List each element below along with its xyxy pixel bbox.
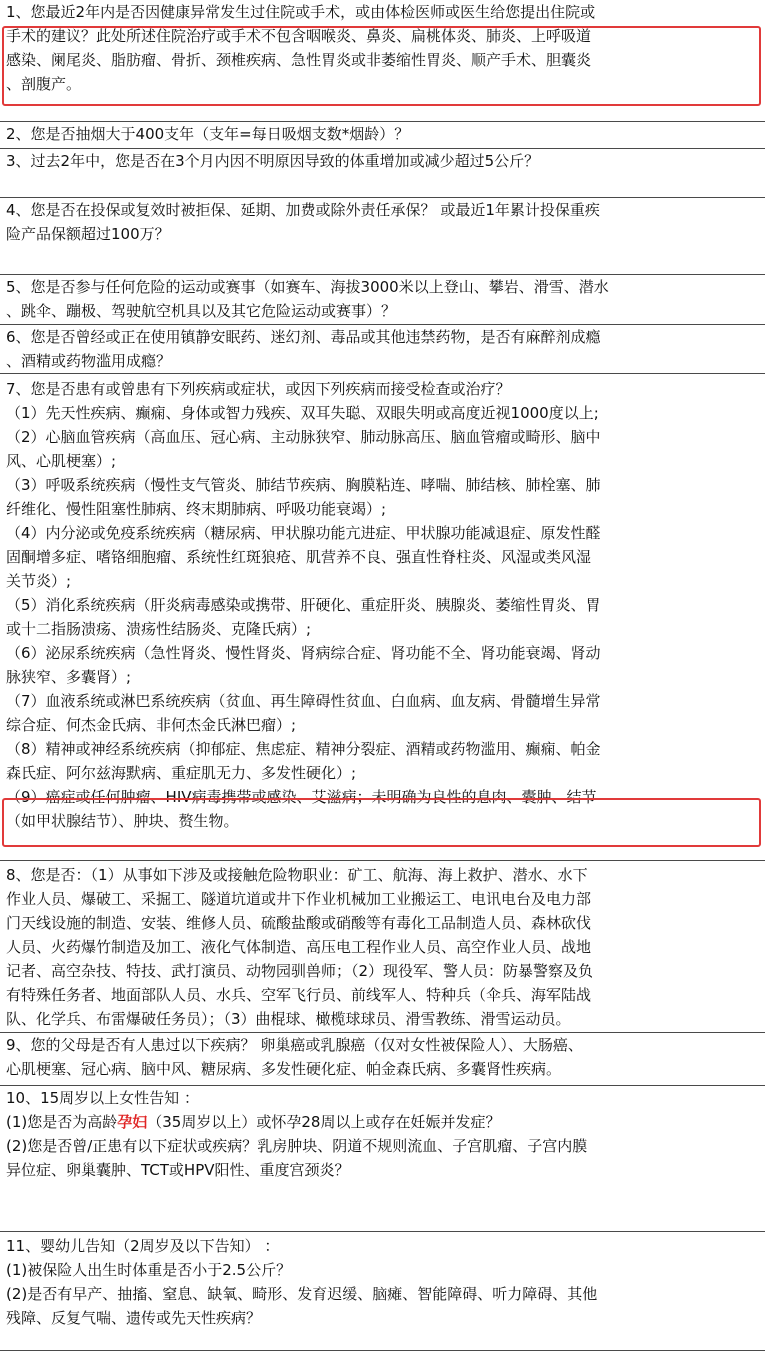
question-11	[0, 1231, 765, 1351]
q7-line: 脉狭窄、多囊肾）;	[6, 668, 132, 686]
q10-title: 10、15周岁以上女性告知 ：	[6, 1089, 199, 1107]
q10-item-2-line: 异位症、卵巢囊肿、TCT或HPV阳性、重度宫颈炎？	[6, 1161, 350, 1179]
q4-line: 险产品保额超过100万？	[6, 225, 170, 243]
q7-line: （4）内分泌或免疫系统疾病（糖尿病、甲状腺功能亢进症、甲状腺功能减退症、原发性醛	[6, 524, 601, 542]
q6-line: 6、您是否曾经或正在使用镇静安眠药、迷幻剂、毒品或其他违禁药物，是否有麻醉剂成瘾	[6, 328, 601, 346]
q8-line: 有特殊任务者、地面部队人员、水兵、空军飞行员、前线军人、特种兵（伞兵、海军陆战	[6, 986, 592, 1004]
q8-line: 记者、高空杂技、特技、武打演员、动物园驯兽师；（2）现役军、警人员：防暴警察及负	[6, 962, 594, 980]
q7-line: 风、心肌梗塞）;	[6, 452, 117, 470]
q7-line: 森氏症、阿尔兹海默病、重症肌无力、多发性硬化）;	[6, 764, 357, 782]
question-1	[0, 0, 765, 121]
q11-item-2-line: 残障、反复气喘、遗传或先天性疾病？	[6, 1309, 262, 1327]
q1-line: 手术的建议？此处所述住院治疗或手术不包含咽喉炎、鼻炎、扁桃体炎、肺炎、上呼吸道	[6, 27, 592, 45]
q8-line: 人员、火药爆竹制造及加工、液化气体制造、高压电工程作业人员、高空作业人员、战地	[6, 938, 592, 956]
q7-line: （1）先天性疾病、癫痫、身体或智力残疾、双耳失聪、双眼失明或高度近视1000度以上;	[6, 404, 599, 422]
q11-item-1: (1)被保险人出生时体重是否小于2.5公斤？	[6, 1261, 292, 1279]
q7-line: （3）呼吸系统疾病（慢性支气管炎、肺结节疾病、胸膜粘连、哮喘、肺结核、肺栓塞、肺	[6, 476, 601, 494]
q7-line: 综合症、何杰金氏病、非何杰金氏淋巴瘤）;	[6, 716, 297, 734]
q11-title: 11、婴幼儿告知（2周岁及以下告知） ：	[6, 1237, 280, 1255]
q7-line: （9）癌症或任何肿瘤、HIV病毒携带或感染、艾滋病；未明确为良性的息肉、囊肿、结节	[6, 788, 597, 806]
q10-item-2-line: (2)您是否曾/正患有以下症状或疾病？乳房肿块、阴道不规则流血、子宫肌瘤、子宫内膜	[6, 1137, 588, 1155]
question-2	[0, 121, 765, 148]
q10-item-1-highlight: 孕妇	[117, 1113, 148, 1131]
q7-line: 关节炎）;	[6, 572, 72, 590]
q7-line: （7）血液系统或淋巴系统疾病（贫血、再生障碍性贫血、白血病、血友病、骨髓增生异常	[6, 692, 601, 710]
question-6	[0, 324, 765, 373]
q4-line: 4、您是否在投保或复效时被拒保、延期、加费或除外责任承保？ 或最近1年累计投保重疾	[6, 201, 600, 219]
question-10	[0, 1085, 765, 1231]
q5-line: 、跳伞、蹦极、驾驶航空机具以及其它危险运动或赛事）？	[6, 302, 397, 320]
q6-line: 、酒精或药物滥用成瘾？	[6, 352, 172, 370]
q7-line: 纤维化、慢性阻塞性肺病、终末期肺病、呼吸功能衰竭）;	[6, 500, 387, 518]
question-5	[0, 274, 765, 324]
q7-line: （8）精神或神经系统疾病（抑郁症、焦虑症、精神分裂症、酒精或药物滥用、癫痫、帕金	[6, 740, 601, 758]
q10-item-1-pre: (1)您是否为高龄	[6, 1113, 118, 1131]
question-8	[0, 860, 765, 1032]
q10-item-1-post: （35周岁以上）或怀孕28周以上或存在妊娠并发症？	[147, 1113, 501, 1131]
q9-line: 9、您的父母是否有人患过以下疾病？ 卵巢癌或乳腺癌（仅对女性被保险人）、大肠癌、	[6, 1036, 583, 1054]
q9-line: 心肌梗塞、冠心病、脑中风、糖尿病、多发性硬化症、帕金森氏病、多囊肾性疾病。	[6, 1060, 562, 1078]
q11-item-2-line: (2)是否有早产、抽搐、窒息、缺氧、畸形、发育迟缓、脑瘫、智能障碍、听力障碍、其他	[6, 1285, 598, 1303]
q2-line: 2、您是否抽烟大于400支年（支年=每日吸烟支数*烟龄）？	[6, 125, 410, 143]
question-7	[0, 373, 765, 860]
q8-line: 队、化学兵、布雷爆破任务员）；（3）曲棍球、橄榄球球员、滑雪教练、滑雪运动员。	[6, 1010, 571, 1028]
q8-line: 8、您是否：（1）从事如下涉及或接触危险物职业：矿工、航海、海上救护、潜水、水下	[6, 866, 588, 884]
q7-line: 固酮增多症、嗜铬细胞瘤、系统性红斑狼疮、肌营养不良、强直性脊柱炎、风湿或类风湿	[6, 548, 592, 566]
q7-line: （如甲状腺结节）、肿块、赘生物。	[6, 812, 239, 830]
q1-line: 感染、阑尾炎、脂肪瘤、骨折、颈椎疾病、急性胃炎或非萎缩性胃炎、顺产手术、胆囊炎	[6, 51, 592, 69]
question-3	[0, 148, 765, 197]
q3-line: 3、过去2年中，您是否在3个月内因不明原因导致的体重增加或减少超过5公斤？	[6, 152, 540, 170]
q1-line: 、剖腹产。	[6, 75, 82, 93]
q7-line: （2）心脑血管疾病（高血压、冠心病、主动脉狭窄、肺动脉高压、脑血管瘤或畸形、脑中	[6, 428, 601, 446]
q1-line: 1、您最近2年内是否因健康异常发生过住院或手术，或由体检医师或医生给您提出住院或	[6, 3, 596, 21]
question-4	[0, 197, 765, 274]
q7-line: 或十二指肠溃疡、溃疡性结肠炎、克隆氏病）;	[6, 620, 312, 638]
q7-line: （6）泌尿系统疾病（急性肾炎、慢性肾炎、肾病综合症、肾功能不全、肾功能衰竭、肾动	[6, 644, 601, 662]
question-9	[0, 1032, 765, 1085]
q7-line: （5）消化系统疾病（肝炎病毒感染或携带、肝硬化、重症肝炎、胰腺炎、萎缩性胃炎、胃	[6, 596, 601, 614]
q10-item-1	[6, 1110, 759, 1134]
q5-line: 5、您是否参与任何危险的运动或赛事（如赛车、海拔3000米以上登山、攀岩、滑雪、潜水	[6, 278, 609, 296]
q8-line: 作业人员、爆破工、采掘工、隧道坑道或井下作业机械加工业搬运工、电讯电台及电力部	[6, 890, 592, 908]
q8-line: 门天线设施的制造、安装、维修人员、硫酸盐酸或硝酸等有毒化工品制造人员、森林砍伐	[6, 914, 592, 932]
q7-line: 7、您是否患有或曾患有下列疾病或症状，或因下列疾病而接受检查或治疗？	[6, 380, 511, 398]
